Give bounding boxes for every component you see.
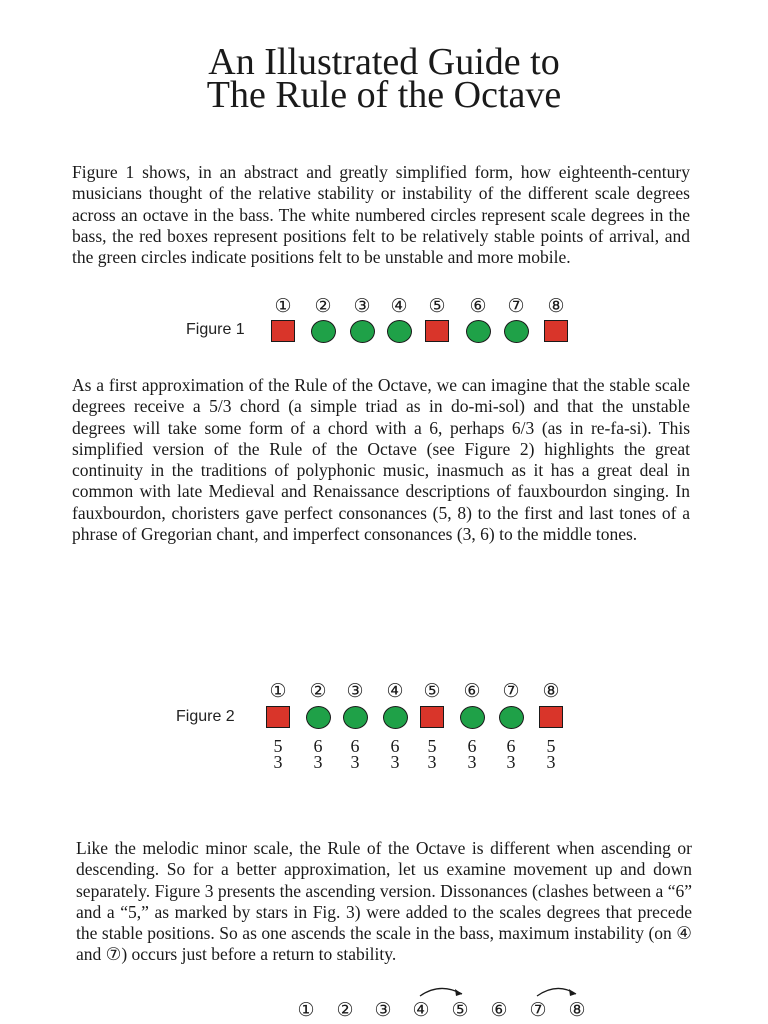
unstable-circle-7 (499, 706, 524, 729)
stable-box-8 (544, 320, 568, 342)
unstable-circle-2 (306, 706, 331, 729)
scale-degree-1: ① (274, 295, 292, 317)
scale-degree-8: ⑧ (568, 999, 586, 1021)
scale-degree-2: ② (336, 999, 354, 1021)
chord-lower-3: 3 (350, 752, 360, 772)
scale-degree-5: ⑤ (428, 295, 446, 317)
page-title (0, 41, 768, 116)
scale-degree-6: ⑥ (469, 295, 487, 317)
title-line-1: An Illustrated Guide to (208, 41, 560, 83)
scale-degree-6: ⑥ (490, 999, 508, 1021)
chord-upper-5: 5 (427, 736, 437, 756)
scale-degree-3: ③ (346, 680, 364, 702)
chord-lower-1: 3 (273, 752, 283, 772)
chord-lower-5: 3 (427, 752, 437, 772)
arrow-7-to-8-head (569, 989, 576, 996)
scale-degree-6: ⑥ (463, 680, 481, 702)
chord-upper-3: 6 (350, 736, 360, 756)
figure-1-label: Figure 1 (186, 321, 245, 338)
stable-box-8 (539, 706, 563, 728)
chord-upper-1: 5 (273, 736, 283, 756)
chord-upper-8: 5 (546, 736, 556, 756)
unstable-circle-3 (350, 320, 375, 343)
stable-box-5 (425, 320, 449, 342)
chord-lower-4: 3 (390, 752, 400, 772)
scale-degree-4: ④ (390, 295, 408, 317)
chord-upper-4: 6 (390, 736, 400, 756)
scale-degree-5: ⑤ (423, 680, 441, 702)
scale-degree-5: ⑤ (451, 999, 469, 1021)
chord-upper-2: 6 (313, 736, 323, 756)
unstable-circle-4 (387, 320, 412, 343)
scale-degree-8: ⑧ (542, 680, 560, 702)
scale-degree-7: ⑦ (507, 295, 525, 317)
arrow-4-to-5-head (455, 989, 462, 996)
scale-degree-7: ⑦ (502, 680, 520, 702)
stable-box-1 (266, 706, 290, 728)
chord-upper-7: 6 (506, 736, 516, 756)
unstable-circle-4 (383, 706, 408, 729)
chord-lower-6: 3 (467, 752, 477, 772)
scale-degree-2: ② (309, 680, 327, 702)
scale-degree-1: ① (269, 680, 287, 702)
scale-degree-1: ① (297, 999, 315, 1021)
scale-degree-2: ② (314, 295, 332, 317)
paragraph-ascending: Like the melodic minor scale, the Rule of the Octave is different when ascending or descending. So for a better approximation, let us examine movement up and down separately. Figure 3 presents the ascending version. Dissonances (clashes between a “6” and a “5,” as marked by stars in Fig. 3) were added to the scales degrees that precede the stable positions. So as one ascends the scale in the bass, maximum instability (on ④ and ⑦) occurs just before a return to stability. (76, 838, 692, 965)
figure-2-label: Figure 2 (176, 708, 235, 725)
unstable-circle-3 (343, 706, 368, 729)
scale-degree-8: ⑧ (547, 295, 565, 317)
scale-degree-3: ③ (353, 295, 371, 317)
scale-degree-7: ⑦ (529, 999, 547, 1021)
stable-box-5 (420, 706, 444, 728)
paragraph-approximation: As a first approximation of the Rule of the Octave, we can imagine that the stable scale degrees receive a 5/3 chord (a simple triad as in do-mi-sol) and that the unstable degrees will take some form of a chord with a 6, perhaps 6/3 (as in re-fa-si). This simplified version of the Rule of the Octave (see Figure 2) highlights the great continuity in the traditions of polyphonic music, inasmuch as it has a great deal in common with late Medieval and Renaissance descriptions of fauxbourdon singing. In fauxbourdon, choristers gave perfect consonances (5, 8) to the first and last tones of a phrase of Gregorian chant, and imperfect consonances (3, 6) to the middle tones. (72, 375, 690, 545)
title-line-2: The Rule of the Octave (206, 74, 562, 116)
chord-lower-7: 3 (506, 752, 516, 772)
stable-box-1 (271, 320, 295, 342)
scale-degree-3: ③ (374, 999, 392, 1021)
unstable-circle-6 (460, 706, 485, 729)
unstable-circle-7 (504, 320, 529, 343)
paragraph-intro: Figure 1 shows, in an abstract and greatly simplified form, how eighteenth-century musicians thought of the relative stability or instability of the different scale degrees across an octave in the bass. The white numbered circles represent scale degrees in the bass, the red boxes represent positions felt to be relatively stable points of arrival, and the green circles indicate positions felt to be unstable and more mobile. (72, 162, 690, 268)
chord-upper-6: 6 (467, 736, 477, 756)
unstable-circle-6 (466, 320, 491, 343)
chord-lower-2: 3 (313, 752, 323, 772)
chord-lower-8: 3 (546, 752, 556, 772)
scale-degree-4: ④ (412, 999, 430, 1021)
scale-degree-4: ④ (386, 680, 404, 702)
unstable-circle-2 (311, 320, 336, 343)
